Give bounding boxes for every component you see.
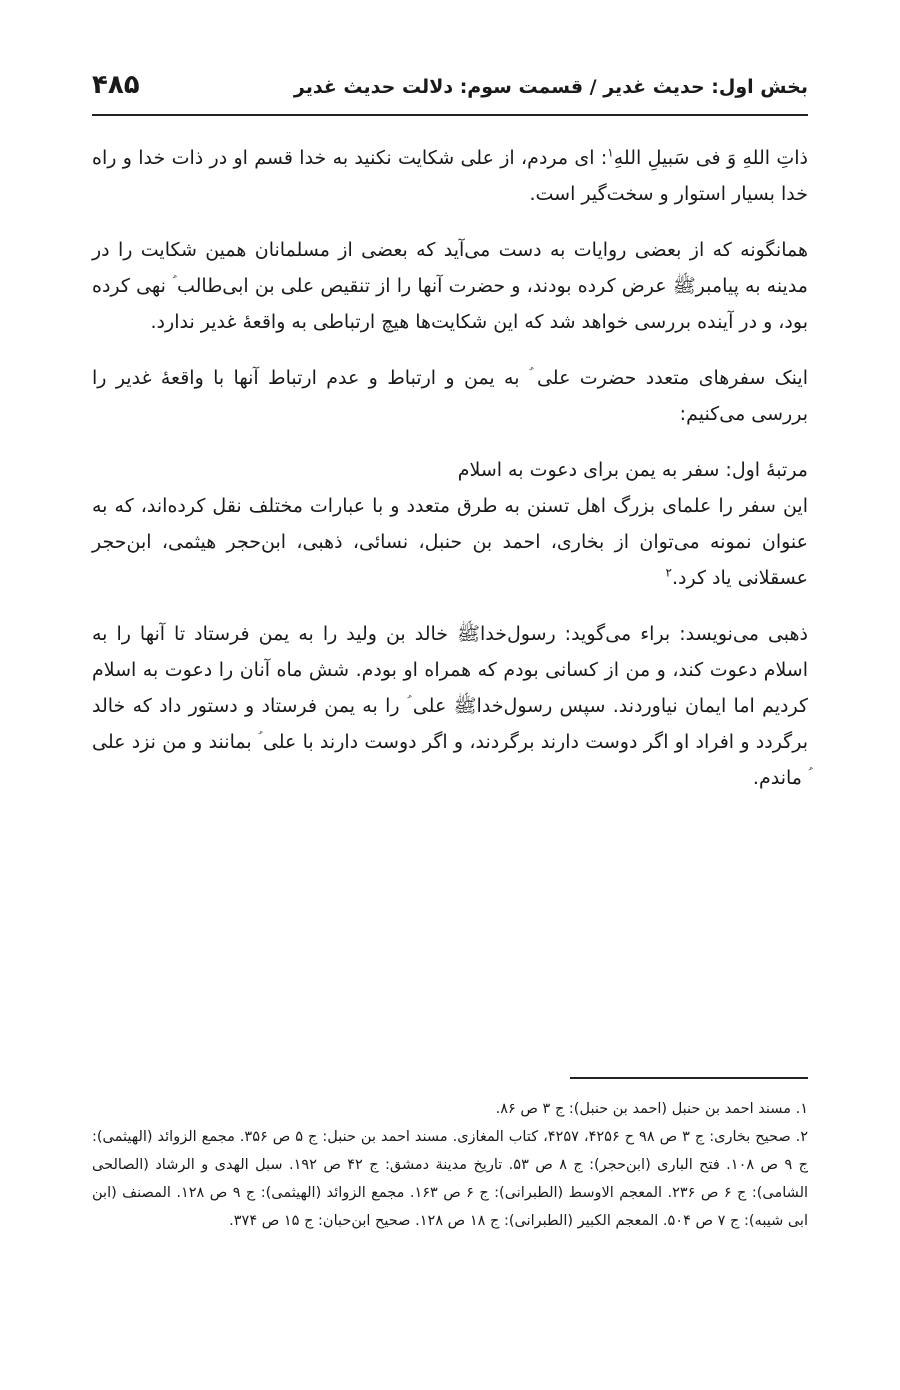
paragraph-sources-text: این سفر را علمای بزرگ اهل تسنن به طرق متعدد و با عبارات مختلف نقل کرده‌اند، که به عنوان نمونه می‌توان از بخاری، احمد بن حنبل، نسائی، ذهبی، ابن‌حجر هیثمی، ابن‌حجر عسقلانی یاد کرد. — [92, 495, 808, 589]
page-number: ۴۸۵ — [92, 70, 140, 100]
footnotes — [92, 1095, 808, 1235]
footnote-1: ۱. مسند احمد بن حنبل (احمد بن حنبل): ج ۳ ص ۸۶. — [495, 1101, 808, 1117]
main-text — [92, 140, 808, 816]
footnote-ref-1[interactable]: ۱ — [607, 145, 614, 160]
paragraph-journeys-intro: اینک سفرهای متعدد حضرت علی ؑ به یمن و ارتباط و عدم ارتباط آنها با واقعهٔ غدیر را بررسی می‌کنیم: — [92, 367, 808, 425]
paragraph-continuation-text: : ای مردم، از علی شکایت نکنید به خدا قسم او در ذات خدا و راه خدا بسیار استوار و سخت‌گیر است. — [92, 147, 808, 205]
paragraph-dhahabi: ذهبی می‌نویسد: براء می‌گوید: رسول‌خداﷺ خالد بن ولید را به یمن فرستاد تا آنها را به اسلام دعوت کند، و من از کسانی بودم که همراه او بودم. شش ماه آنان را دعوت به اسلام کردیم اما ایمان نیاوردند. سپس رسول‌خداﷺ علی ؑ را به یمن فرستاد و دستور داد که خالد برگردد و افراد او اگر دوست دارند برگردند، و اگر دوست دارند با علی ؑ بمانند و من نزد علی ؑ ماندم. — [92, 623, 808, 789]
footnote-ref-2[interactable]: ۲ — [665, 565, 672, 580]
paragraph-sources — [92, 488, 808, 596]
section-heading-first-journey: مرتبهٔ اول: سفر به یمن برای دعوت به اسلام — [457, 459, 808, 481]
paragraph-complaints: همانگونه که از بعضی روایات به دست می‌آید که بعضی از مسلمانان همین شکایت را در مدینه به پیامبرﷺ عرض کرده بودند، و حضرت آنها را از تنقیص علی بن ابی‌طالب ؑ نهی کرده بود، و در آینده بررسی خواهد شد که این شکایت‌ها هیچ ارتباطی به واقعهٔ غدیر ندارد. — [92, 239, 808, 333]
running-header-title: بخش اول: حدیث غدیر / قسمت سوم: دلالت حدیث غدیر — [293, 76, 808, 98]
footnote-2: ۲. صحیح بخاری: ج ۳ ص ۹۸ ح ۴۲۵۶، ۴۲۵۷، کتاب المغازی. مسند احمد بن حنبل: ج ۵ ص ۳۵۶. مجمع الزوائد (الهیثمی): ج ۹ ص ۱۰۸. فتح الباری (ابن‌حجر): ج ۸ ص ۵۳. تاریخ مدینة دمشق: ج ۴۲ ص ۱۹۲. سبل الهدی و الرشاد (الصالحی الشامی): ج ۶ ص ۲۳۶. المعجم الاوسط (الطبرانی): ج ۶ ص ۱۶۳. مجمع الزوائد (الهیثمی): ج ۹ ص ۱۲۸. المصنف (ابن ابی شیبه): ج ۷ ص ۵۰۴. المعجم الکبیر (الطبرانی): ج ۱۸ ص ۱۲۸. صحیح ابن‌حبان: ج ۱۵ ص ۳۷۴. — [92, 1129, 809, 1229]
paragraph-continuation — [92, 140, 808, 212]
quote-arabic: ذاتِ اللهِ وَ فی سَبیلِ اللهِ — [613, 147, 808, 169]
footnote-divider — [570, 1077, 808, 1079]
running-header — [92, 70, 808, 116]
